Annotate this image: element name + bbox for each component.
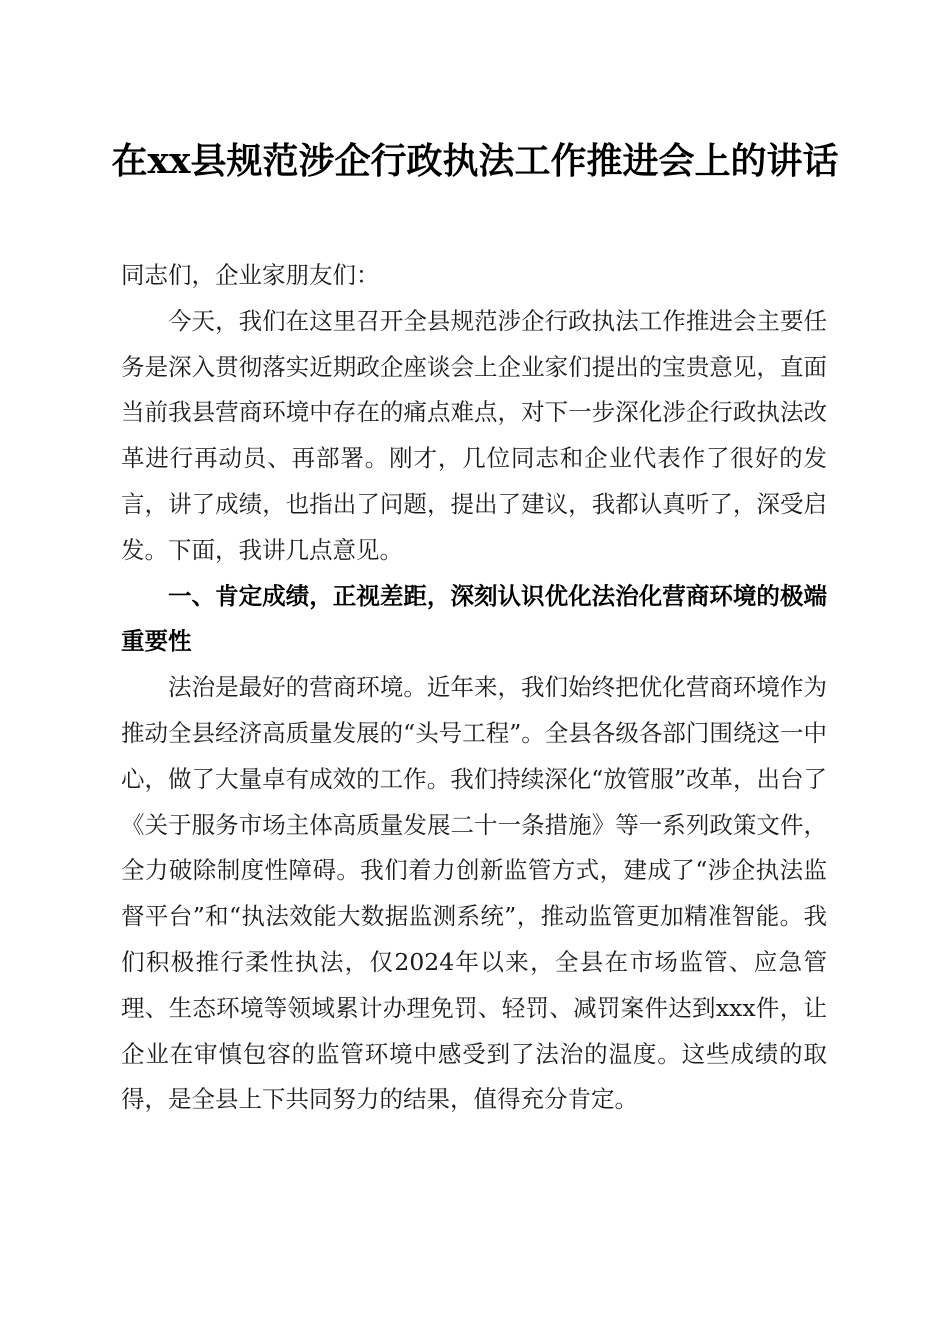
document-body [121,253,827,1123]
salutation: 同志们，企业家朋友们： [121,261,380,289]
paragraph-intro: 今天，我们在这里召开全县规范涉企行政执法工作推进会主要任务是深入贯彻落实近期政企座谈会上企业家们提出的宝贵意见，直面当前我县营商环境中存在的痛点难点，对下一步深化涉企行政执法改革进行再动员、再部署。刚才，几位同志和企业代表作了很好的发言，讲了成绩，也指出了问题，提出了建议，我都认真听了，深受启发。下面，我讲几点意见。 [121,306,827,564]
paragraph-section-1: 法治是最好的营商环境。近年来，我们始终把优化营商环境作为推动全县经济高质量发展的“头号工程”。全县各级各部门围绕这一中心，做了大量卓有成效的工作。我们持续深化“放管服”改革，出台了《关于服务市场主体高质量发展二十一条措施》等一系列政策文件，全力破除制度性障碍。我们着力创新监管方式，建成了“涉企执法监督平台”和“执法效能大数据监测系统”，推动监管更加精准智能。我们积极推行柔性执法，仅2024年以来，全县在市场监管、应急管理、生态环境等领域累计办理免罚、轻罚、减罚案件达到xxx件，让企业在审慎包容的监管环境中感受到了法治的温度。这些成绩的取得，是全县上下共同努力的结果，值得充分肯定。 [121,673,827,1114]
document-title: 在xx县规范涉企行政执法工作推进会上的讲话 [111,140,839,182]
section-heading-1: 一、肯定成绩，正视差距，深刻认识优化法治化营商环境的极端重要性 [121,581,827,656]
